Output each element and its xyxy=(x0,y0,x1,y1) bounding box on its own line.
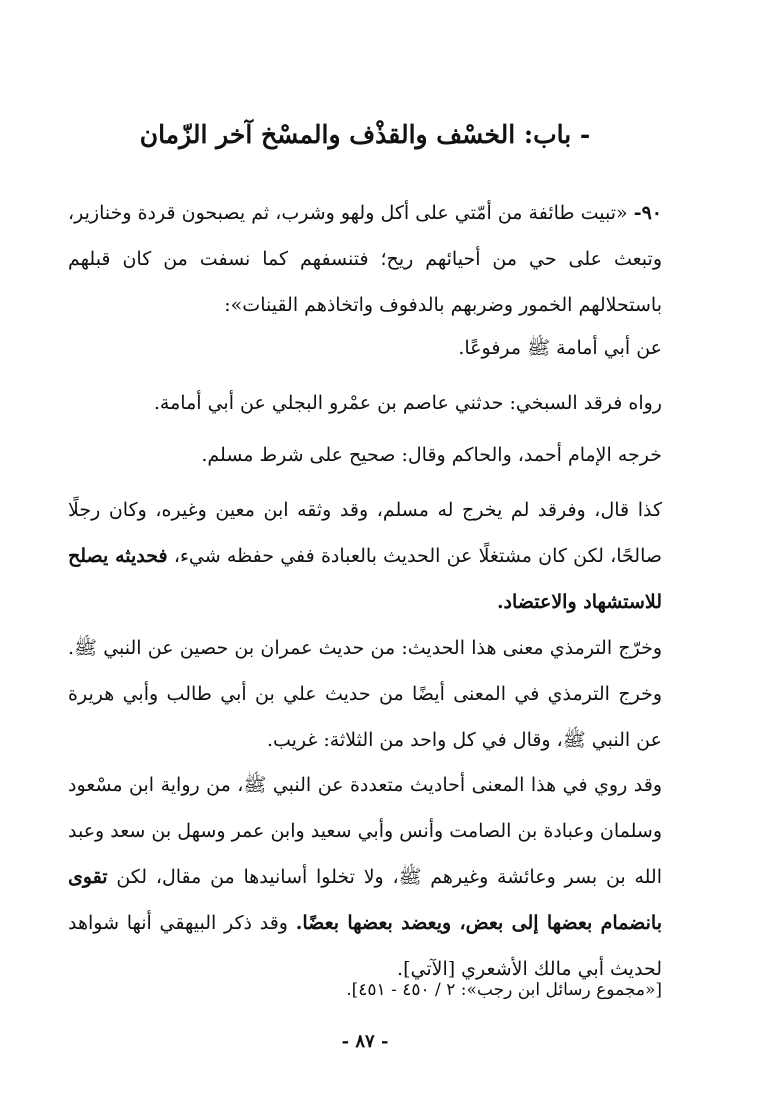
hadith-paragraph xyxy=(68,190,662,328)
hadith-text: «تبيت طائفة من أمّتي على أكل ولهو وشرب، ثم يصبحون قردة وخنازير، وتبعث على حي من أحيائهم ريح؛ فتنسفهم كما نسفت من كان قبلهم باستحلالهم الخمور وضربهم بالدفوف واتخاذهم القينات»: xyxy=(68,202,662,316)
narrations-bayhaqi: وقد ذكر البيهقي أنها شواهد لحديث أبي مالك الأشعري [الآتي]. xyxy=(68,912,662,980)
other-narrations-paragraph xyxy=(68,762,662,992)
book-page xyxy=(68,0,662,1118)
chapter-title: - باب: الخسْف والقذْف والمسْخ آخر الزّمان xyxy=(139,120,591,149)
isnad-line: رواه فرقد السبخي: حدثني عاصم بن عمْرو البجلي عن أبي أمامة. xyxy=(153,392,662,414)
tirmidhi-paragraph: وخرّج الترمذي معنى هذا الحديث: من حديث عمران بن حصين عن النبي ﷺ. وخرج الترمذي في المعنى أيضًا من حديث علي بن أبي طالب وأبي هريرة عن النبي ﷺ، وقال في كل واحد من الثلاثة: غريب. xyxy=(68,637,662,751)
comment-text: كذا قال، وفرقد لم يخرج له مسلم، وقد وثقه ابن معين وغيره، وكان رجلًا صالحًا، لكن كان مشتغلًا عن الحديث بالعبادة ففي حفظه شيء، xyxy=(68,499,663,567)
comment-conclusion: فحديثه يصلح للاستشهاد والاعتضاد. xyxy=(68,545,662,613)
takhrij-line: خرجه الإمام أحمد، والحاكم وقال: صحيح على شرط مسلم. xyxy=(201,444,662,466)
comment-paragraph xyxy=(68,487,662,625)
narrator-line: عن أبي أمامة ﷺ مرفوعًا. xyxy=(458,337,662,359)
source-reference: [«مجموع رسائل ابن رجب»: ٢ / ٤٥٠ - ٤٥١]. xyxy=(346,980,662,1000)
narrations-text: وقد روي في هذا المعنى أحاديث متعددة عن النبي ﷺ، من رواية ابن مسْعود وسلمان وعبادة بن الصامت وأنس وأبي سعيد وابن عمر وسهل بن سعد وعبد الله بن بسر وعائشة وغيرهم ﷺ، ولا تخلوا أسانيدها من مقال، لكن xyxy=(68,774,662,888)
narrations-emphasis: تقوى بانضمام بعضها إلى بعض، ويعضد بعضها بعضًا. xyxy=(68,866,662,934)
hadith-number: ٩٠- xyxy=(633,202,662,224)
page-number: - ٨٧ - xyxy=(341,1031,389,1052)
